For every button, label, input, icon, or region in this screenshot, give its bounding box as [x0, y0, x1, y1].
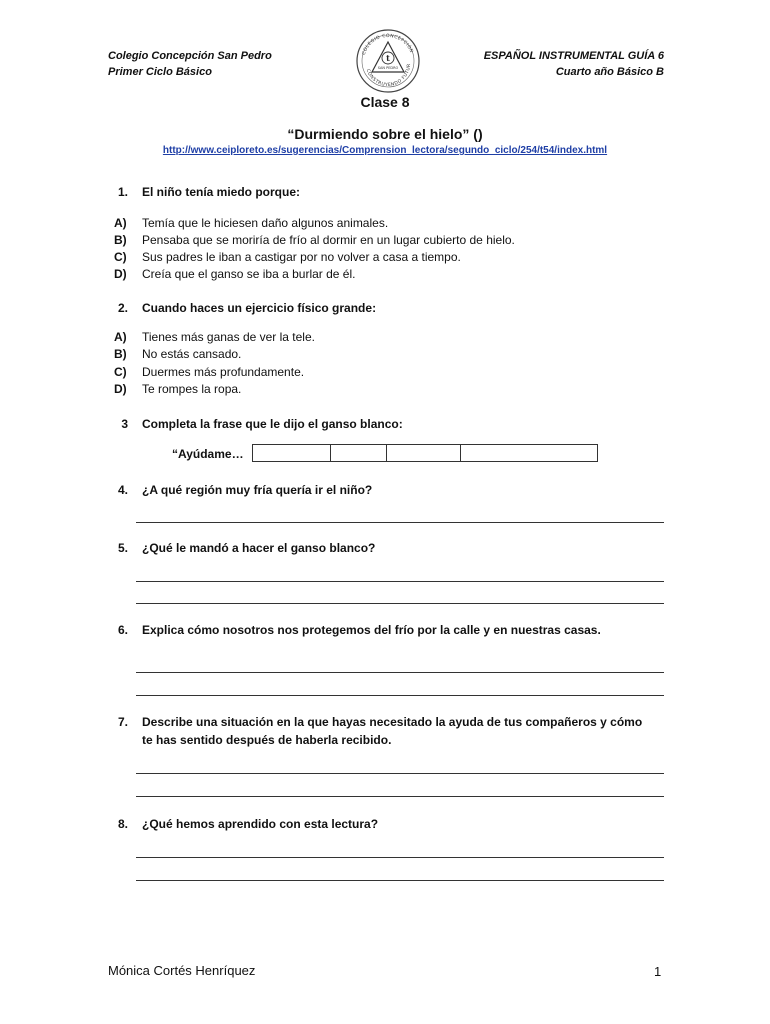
subject-name: ESPAÑOL INSTRUMENTAL GUÍA 6: [483, 50, 664, 62]
question-7-number: 7.: [117, 715, 128, 729]
school-logo: [355, 28, 421, 94]
question-3-prompt: “Ayúdame…: [172, 447, 244, 461]
school-name: Colegio Concepción San Pedro: [108, 50, 272, 62]
question-5-number: 5.: [117, 541, 128, 555]
footer-author: Mónica Cortés Henríquez: [108, 963, 256, 978]
q1-option-a-text[interactable]: Temía que le hiciesen daño algunos animales.: [142, 216, 389, 230]
q1-option-d-text[interactable]: Creía que el ganso se iba a burlar de él.: [142, 267, 356, 281]
question-4-number: 4.: [117, 483, 128, 497]
cycle-name: Primer Ciclo Básico: [108, 66, 212, 78]
q2-option-b-text[interactable]: No estás cansado.: [142, 347, 242, 361]
question-3-number: 3: [121, 417, 128, 431]
answer-line-6a[interactable]: [136, 672, 664, 673]
q1-option-a-letter: A): [114, 216, 127, 230]
logo-text-top: COLEGIO CONCEPCIÓN: [361, 33, 414, 56]
question-2-text: Cuando haces un ejercicio físico grande:: [142, 301, 377, 315]
answer-line-7a[interactable]: [136, 773, 664, 774]
q2-option-d-letter: D): [114, 382, 127, 396]
question-5-text: ¿Qué le mandó a hacer el ganso blanco?: [142, 541, 376, 555]
answer-line-7b[interactable]: [136, 796, 664, 797]
q2-option-a-letter: A): [114, 330, 127, 344]
page-number: 1: [654, 964, 662, 979]
logo-text-bottom: CONSTRUYENDO FUTUR: [364, 63, 413, 89]
question-6-number: 6.: [117, 623, 128, 637]
school-seal-icon: [355, 28, 421, 94]
phrase-blank-1[interactable]: [253, 445, 331, 461]
q2-option-c-text[interactable]: Duermes más profundamente.: [142, 365, 305, 379]
q1-option-d-letter: D): [114, 267, 127, 281]
reading-title: “Durmiendo sobre el hielo” (): [287, 126, 483, 142]
answer-line-5a[interactable]: [136, 581, 664, 582]
svg-text:t: t: [386, 53, 390, 63]
phrase-blank-3[interactable]: [387, 445, 461, 461]
phrase-blank-row: [252, 444, 598, 462]
question-8-text: ¿Qué hemos aprendido con esta lectura?: [142, 817, 379, 831]
reading-link[interactable]: http://www.ceiploreto.es/sugerencias/Comprension_lectora/segundo_ciclo/254/t54/index.html: [162, 145, 608, 156]
header-right: [484, 48, 664, 80]
question-1-text: El niño tenía miedo porque:: [142, 185, 301, 199]
q2-option-a-text[interactable]: Tienes más ganas de ver la tele.: [142, 330, 315, 344]
q2-option-c-letter: C): [114, 365, 127, 379]
question-6-text: Explica cómo nosotros nos protegemos del frío por la calle y en nuestras casas.: [142, 623, 601, 637]
q1-option-c-letter: C): [114, 250, 127, 264]
answer-line-5b[interactable]: [136, 603, 664, 604]
answer-line-8b[interactable]: [136, 880, 664, 881]
phrase-blank-4[interactable]: [461, 445, 597, 461]
answer-line-8a[interactable]: [136, 857, 664, 858]
question-1-number: 1.: [117, 185, 128, 199]
q1-option-b-text[interactable]: Pensaba que se moriría de frío al dormir en un lugar cubierto de hielo.: [142, 233, 515, 247]
question-8-number: 8.: [117, 817, 128, 831]
header-left: [108, 48, 272, 80]
logo-text-mid: SAN PEDRO: [377, 66, 399, 70]
q2-option-d-text[interactable]: Te rompes la ropa.: [142, 382, 242, 396]
q1-option-b-letter: B): [114, 233, 127, 247]
question-7-text-continued: te has sentido después de haberla recibido.: [142, 733, 392, 747]
class-number: Clase 8: [360, 94, 410, 110]
question-2-number: 2.: [117, 301, 128, 315]
question-7-text: Describe una situación en la que hayas necesitado la ayuda de tus compañeros y cómo: [142, 715, 643, 729]
answer-line-6b[interactable]: [136, 695, 664, 696]
course-name: Cuarto año Básico B: [555, 66, 664, 78]
question-4-text: ¿A qué región muy fría quería ir el niño?: [142, 483, 373, 497]
question-3-text: Completa la frase que le dijo el ganso blanco:: [142, 417, 403, 431]
q2-option-b-letter: B): [114, 347, 127, 361]
answer-line-4a[interactable]: [136, 522, 664, 523]
phrase-blank-2[interactable]: [331, 445, 387, 461]
q1-option-c-text[interactable]: Sus padres le iban a castigar por no volver a casa a tiempo.: [142, 250, 461, 264]
